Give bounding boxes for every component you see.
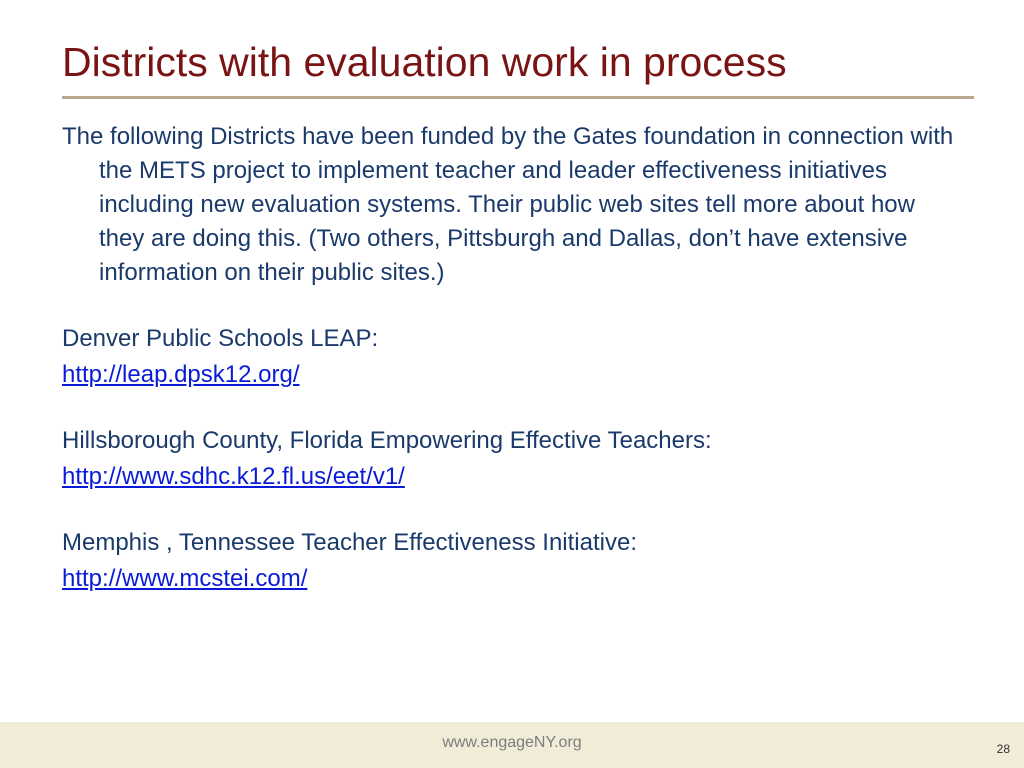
footer-bar [0,722,1024,768]
district-entry-hillsborough [62,424,962,494]
district-link-hillsborough[interactable]: http://www.sdhc.k12.fl.us/eet/v1/ [62,463,405,490]
district-label-memphis: Memphis , Tennessee Teacher Effectiveness Initiative: [62,529,637,556]
district-entry-memphis [62,526,962,596]
district-link-memphis[interactable]: http://www.mcstei.com/ [62,565,308,592]
page-number: 28 [996,742,1010,756]
footer-site-url: www.engageNY.org [442,734,582,751]
slide-body [62,120,962,628]
slide-title: Districts with evaluation work in process [62,39,787,85]
district-entry-denver [62,322,962,392]
district-label-hillsborough: Hillsborough County, Florida Empowering Effective Teachers: [62,427,712,454]
title-divider [62,96,974,99]
intro-paragraph: The following Districts have been funded by the Gates foundation in connection with the METS project to implement teacher and leader effectiveness initiatives including new evaluation systems. Their public web sites tell more about how they are doing this. (Two others, Pittsburgh and Dallas, don’t have extensive information on their public sites.) [62,123,954,286]
district-link-denver[interactable]: http://leap.dpsk12.org/ [62,361,300,388]
district-label-denver: Denver Public Schools LEAP: [62,325,379,352]
